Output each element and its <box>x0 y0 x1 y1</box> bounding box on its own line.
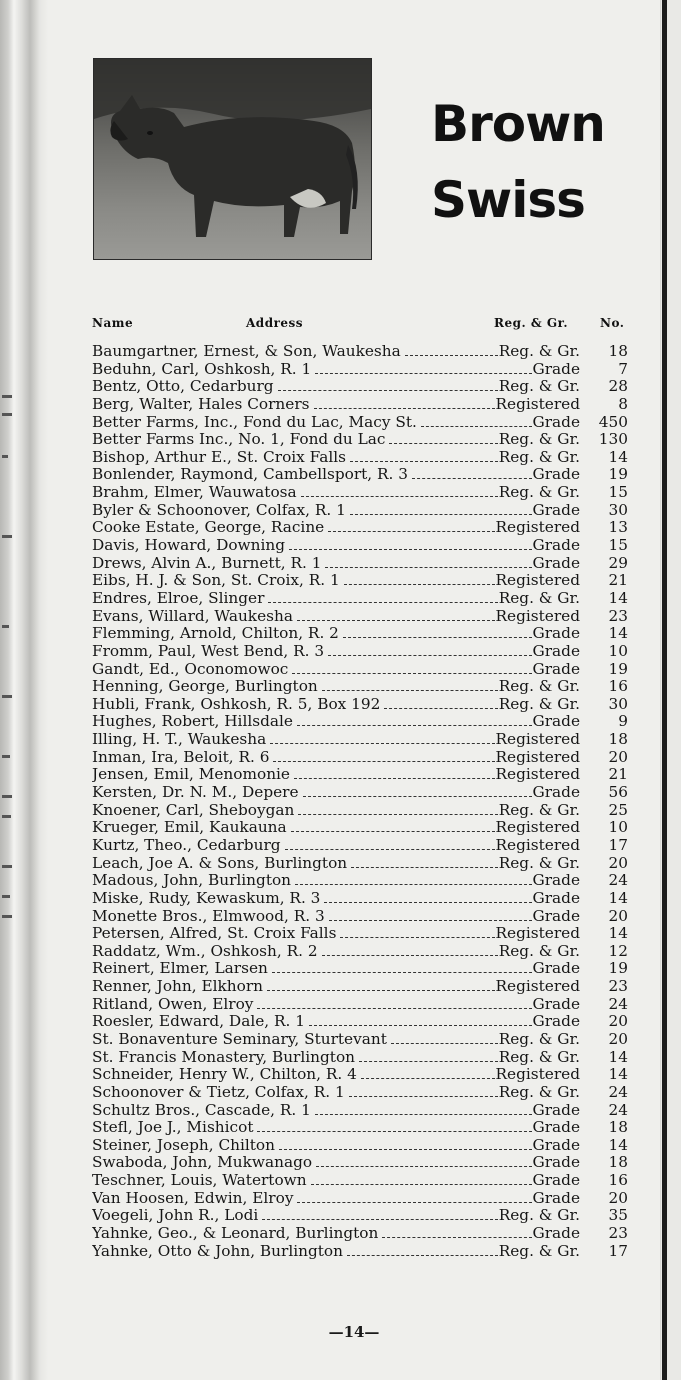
list-item <box>92 855 628 873</box>
list-item <box>92 731 628 749</box>
leader-dots <box>297 725 532 726</box>
leader-dots <box>270 743 494 744</box>
herd-type: Grade <box>532 1101 580 1119</box>
herd-type: Reg. & Gr. <box>498 343 580 360</box>
list-item <box>92 431 628 449</box>
breeder-name: Roesler, Edward, Dale, R. 1 <box>92 1013 305 1031</box>
leader-dots <box>294 778 495 779</box>
list-item <box>92 890 628 908</box>
breeder-name: Inman, Ira, Beloit, R. 6 <box>92 748 270 766</box>
herd-count: 14 <box>608 924 628 943</box>
breeder-name: Byler & Schoonover, Colfax, R. 1 <box>92 501 346 519</box>
leader-dots <box>279 1149 532 1150</box>
leader-dots <box>297 1202 531 1203</box>
herd-type: Grade <box>532 1172 580 1190</box>
breeder-name: Hubli, Frank, Oshkosh, R. 5, Box 192 <box>92 695 381 713</box>
leader-dots <box>315 1114 532 1115</box>
herd-count: 19 <box>608 465 628 484</box>
herd-type: Grade <box>532 360 580 378</box>
herd-count: 23 <box>608 606 628 625</box>
herd-count: 9 <box>618 712 628 731</box>
breeder-name: Steiner, Joseph, Chilton <box>92 1136 275 1154</box>
herd-count: 14 <box>608 1065 628 1084</box>
herd-count: 16 <box>608 1171 628 1190</box>
herd-count: 7 <box>618 359 628 378</box>
herd-type: Reg. & Gr. <box>498 695 580 713</box>
herd-type: Grade <box>532 1225 580 1243</box>
breeder-name: Fromm, Paul, West Bend, R. 3 <box>92 642 325 660</box>
list-item <box>92 678 628 696</box>
leader-dots <box>295 884 531 885</box>
herd-count: 450 <box>598 412 628 431</box>
list-item <box>92 1066 628 1084</box>
breeder-name: Schoonover & Tietz, Colfax, R. 1 <box>92 1083 345 1101</box>
list-item <box>92 608 628 626</box>
leader-dots <box>257 1131 531 1132</box>
herd-type: Grade <box>532 1119 580 1137</box>
list-item <box>92 908 628 926</box>
herd-count: 23 <box>608 1224 628 1243</box>
brown-swiss-cow-icon <box>94 59 371 259</box>
leader-dots <box>316 1166 531 1167</box>
breeder-name: Bishop, Arthur E., St. Croix Falls <box>92 448 346 466</box>
list-item <box>92 1154 628 1172</box>
breeder-name: Drews, Alvin A., Burnett, R. 1 <box>92 554 322 572</box>
herd-count: 8 <box>618 394 628 413</box>
herd-type: Reg. & Gr. <box>498 448 580 466</box>
leader-dots <box>343 637 532 638</box>
herd-type: Grade <box>532 1136 580 1154</box>
herd-type: Grade <box>532 501 580 519</box>
herd-type: Registered <box>495 731 580 749</box>
leader-dots <box>344 584 495 585</box>
breeder-name: Better Farms, Inc., Fond du Lac, Macy St. <box>92 413 417 431</box>
herd-count: 14 <box>608 447 628 466</box>
herd-type: Grade <box>532 537 580 555</box>
herd-count: 24 <box>608 994 628 1013</box>
herd-count: 23 <box>608 977 628 996</box>
breeder-name: Krueger, Emil, Kaukauna <box>92 819 287 837</box>
breeder-name: Jensen, Emil, Menomonie <box>92 766 290 784</box>
column-header-type: Reg. & Gr. <box>494 316 569 330</box>
herd-count: 17 <box>608 1241 628 1260</box>
herd-type: Reg. & Gr. <box>498 678 580 696</box>
breeder-name: Flemming, Arnold, Chilton, R. 2 <box>92 625 339 643</box>
breeder-name: Renner, John, Elkhorn <box>92 978 264 996</box>
herd-type: Reg. & Gr. <box>498 431 580 449</box>
list-item <box>92 1031 628 1049</box>
herd-count: 56 <box>608 783 628 802</box>
herd-type: Grade <box>532 625 580 643</box>
leader-dots <box>285 849 495 850</box>
leader-dots <box>382 1237 531 1238</box>
herd-count: 20 <box>608 906 628 925</box>
herd-count: 18 <box>608 1153 628 1172</box>
herd-type: Registered <box>495 607 580 625</box>
herd-type: Reg. & Gr. <box>498 1207 580 1225</box>
list-item <box>92 749 628 767</box>
leader-dots <box>421 426 532 427</box>
herd-type: Grade <box>532 907 580 925</box>
breeder-name: Kersten, Dr. N. M., Depere <box>92 784 299 802</box>
column-header-no: No. <box>600 316 625 330</box>
herd-count: 130 <box>598 430 628 449</box>
list-item <box>92 713 628 731</box>
list-item <box>92 1243 628 1261</box>
herd-type: Registered <box>495 748 580 766</box>
herd-count: 18 <box>608 1118 628 1137</box>
herd-count: 29 <box>608 553 628 572</box>
leader-dots <box>340 937 494 938</box>
leader-dots <box>389 443 497 444</box>
breeder-name: Cooke Estate, George, Racine <box>92 519 325 537</box>
herd-count: 20 <box>608 853 628 872</box>
leader-dots <box>301 496 498 497</box>
herd-type: Grade <box>532 960 580 978</box>
herd-type: Registered <box>495 572 580 590</box>
herd-type: Reg. & Gr. <box>498 801 580 819</box>
list-item <box>92 396 628 414</box>
herd-count: 20 <box>608 1188 628 1207</box>
list-item <box>92 572 628 590</box>
breeder-name: Ritland, Owen, Elroy <box>92 995 254 1013</box>
breeder-name: Davis, Howard, Downing <box>92 537 286 555</box>
list-item <box>92 519 628 537</box>
herd-type: Registered <box>495 978 580 996</box>
list-item <box>92 1049 628 1067</box>
leader-dots <box>272 972 532 973</box>
breeder-name: Teschner, Louis, Watertown <box>92 1172 307 1190</box>
list-item <box>92 661 628 679</box>
leader-dots <box>289 549 531 550</box>
list-item <box>92 643 628 661</box>
breeder-name: Bonlender, Raymond, Cambellsport, R. 3 <box>92 466 408 484</box>
herd-count: 28 <box>608 377 628 396</box>
list-item <box>92 696 628 714</box>
leader-dots <box>350 514 532 515</box>
herd-type: Grade <box>532 1154 580 1172</box>
list-item <box>92 361 628 379</box>
leader-dots <box>391 1043 498 1044</box>
leader-dots <box>314 408 495 409</box>
herd-type: Grade <box>532 995 580 1013</box>
herd-count: 15 <box>608 536 628 555</box>
herd-type: Reg. & Gr. <box>498 1030 580 1048</box>
list-item <box>92 978 628 996</box>
list-item <box>92 943 628 961</box>
breeder-name: Madous, John, Burlington <box>92 872 292 890</box>
herd-type: Reg. & Gr. <box>498 1048 580 1066</box>
list-item <box>92 819 628 837</box>
breeder-name: Brahm, Elmer, Wauwatosa <box>92 484 297 502</box>
herd-type: Grade <box>532 466 580 484</box>
herd-type: Registered <box>495 925 580 943</box>
leader-dots <box>328 655 531 656</box>
breeder-name: St. Francis Monastery, Burlington <box>92 1048 356 1066</box>
leader-dots <box>278 390 498 391</box>
herd-type: Reg. & Gr. <box>498 942 580 960</box>
leader-dots <box>329 920 532 921</box>
list-item <box>92 414 628 432</box>
list-item <box>92 1013 628 1031</box>
herd-count: 19 <box>608 959 628 978</box>
herd-type: Grade <box>532 554 580 572</box>
leader-dots <box>262 1219 497 1220</box>
herd-type: Reg. & Gr. <box>498 378 580 396</box>
herd-type: Registered <box>495 836 580 854</box>
leader-dots <box>309 1025 532 1026</box>
list-item <box>92 1084 628 1102</box>
breeder-name: Miske, Rudy, Kewaskum, R. 3 <box>92 889 321 907</box>
breed-title-line2: Swiss <box>431 171 585 229</box>
breeder-name: Illing, H. T., Waukesha <box>92 731 267 749</box>
list-item <box>92 1225 628 1243</box>
list-item <box>92 960 628 978</box>
herd-type: Reg. & Gr. <box>498 484 580 502</box>
herd-type: Reg. & Gr. <box>498 854 580 872</box>
leader-dots <box>412 478 532 479</box>
breeder-name: Petersen, Alfred, St. Croix Falls <box>92 925 337 943</box>
breeder-name: Swaboda, John, Mukwanago <box>92 1154 313 1172</box>
leader-dots <box>291 831 495 832</box>
list-item <box>92 466 628 484</box>
list-item <box>92 1207 628 1225</box>
leader-dots <box>325 567 531 568</box>
list-item <box>92 872 628 890</box>
breeder-name: Schultz Bros., Cascade, R. 1 <box>92 1101 311 1119</box>
herd-type: Grade <box>532 889 580 907</box>
breeder-name: St. Bonaventure Seminary, Sturtevant <box>92 1030 387 1048</box>
spine-marks <box>2 395 16 925</box>
list-item <box>92 1119 628 1137</box>
leader-dots <box>298 814 497 815</box>
herd-type: Reg. & Gr. <box>498 1083 580 1101</box>
list-item <box>92 784 628 802</box>
herd-count: 14 <box>608 888 628 907</box>
list-item <box>92 1190 628 1208</box>
herd-count: 24 <box>608 1100 628 1119</box>
list-item <box>92 555 628 573</box>
list-item <box>92 537 628 555</box>
leader-dots <box>350 461 498 462</box>
leader-dots <box>292 673 531 674</box>
list-item <box>92 378 628 396</box>
herd-count: 30 <box>608 500 628 519</box>
breeder-name: Bentz, Otto, Cedarburg <box>92 378 274 396</box>
herd-count: 14 <box>608 588 628 607</box>
breeder-name: Leach, Joe A. & Sons, Burlington <box>92 854 348 872</box>
herd-count: 24 <box>608 1082 628 1101</box>
leader-dots <box>322 690 498 691</box>
cow-photo <box>93 58 372 260</box>
list-item <box>92 996 628 1014</box>
herd-count: 13 <box>608 518 628 537</box>
breeder-name: Baumgartner, Ernest, & Son, Waukesha <box>92 343 401 360</box>
herd-type: Grade <box>532 713 580 731</box>
breeder-name: Voegeli, John R., Lodi <box>92 1207 259 1225</box>
breeder-name: Endres, Elroe, Slinger <box>92 589 265 607</box>
breeder-name: Evans, Willard, Waukesha <box>92 607 293 625</box>
leader-dots <box>257 1008 531 1009</box>
herd-count: 18 <box>608 342 628 360</box>
list-item <box>92 502 628 520</box>
breeder-name: Schneider, Henry W., Chilton, R. 4 <box>92 1066 357 1084</box>
herd-type: Grade <box>532 413 580 431</box>
breeder-name: Monette Bros., Elmwood, R. 3 <box>92 907 325 925</box>
herd-count: 14 <box>608 624 628 643</box>
leader-dots <box>297 620 495 621</box>
herd-count: 21 <box>608 571 628 590</box>
breeder-name: Gandt, Ed., Oconomowoc <box>92 660 289 678</box>
leader-dots <box>361 1078 495 1079</box>
breeder-name: Henning, George, Burlington <box>92 678 318 696</box>
herd-count: 14 <box>608 1135 628 1154</box>
book-spine-left <box>0 0 48 1380</box>
breeder-name: Beduhn, Carl, Oshkosh, R. 1 <box>92 360 312 378</box>
leader-dots <box>273 761 494 762</box>
herd-type: Grade <box>532 1013 580 1031</box>
herd-type: Grade <box>532 872 580 890</box>
herd-count: 18 <box>608 730 628 749</box>
herd-type: Reg. & Gr. <box>498 589 580 607</box>
leader-dots <box>311 1184 532 1185</box>
list-item <box>92 802 628 820</box>
leader-dots <box>347 1255 498 1256</box>
breeder-name: Raddatz, Wm., Oshkosh, R. 2 <box>92 942 318 960</box>
breeder-name: Hughes, Robert, Hillsdale <box>92 713 293 731</box>
herd-type: Registered <box>495 766 580 784</box>
column-header-address: Address <box>246 316 304 330</box>
breeder-name: Van Hoosen, Edwin, Elroy <box>92 1189 294 1207</box>
herd-count: 10 <box>608 818 628 837</box>
list-item <box>92 1137 628 1155</box>
list-item <box>92 766 628 784</box>
column-header-name: Name <box>92 316 134 330</box>
list-item <box>92 837 628 855</box>
leader-dots <box>322 955 498 956</box>
list-item <box>92 925 628 943</box>
herd-type: Grade <box>532 660 580 678</box>
herd-type: Registered <box>495 395 580 413</box>
herd-type: Grade <box>532 642 580 660</box>
list-item <box>92 449 628 467</box>
breed-title-line1: Brown <box>431 95 605 153</box>
leader-dots <box>359 1061 498 1062</box>
herd-type: Registered <box>495 1066 580 1084</box>
herd-type: Grade <box>532 784 580 802</box>
herd-count: 35 <box>608 1206 628 1225</box>
herd-count: 20 <box>608 1012 628 1031</box>
herd-count: 14 <box>608 1047 628 1066</box>
breed-title <box>431 86 605 238</box>
leader-dots <box>351 867 498 868</box>
herd-count: 21 <box>608 765 628 784</box>
book-edge-line <box>662 0 667 1380</box>
herd-count: 17 <box>608 835 628 854</box>
herd-count: 20 <box>608 1029 628 1048</box>
leader-dots <box>324 902 531 903</box>
leader-dots <box>268 602 497 603</box>
herd-count: 16 <box>608 677 628 696</box>
page-number: —14— <box>328 1323 380 1341</box>
herd-count: 25 <box>608 800 628 819</box>
herd-type: Grade <box>532 1189 580 1207</box>
leader-dots <box>405 355 498 356</box>
list-item <box>92 484 628 502</box>
herd-count: 10 <box>608 641 628 660</box>
herd-type: Registered <box>495 819 580 837</box>
leader-dots <box>267 990 495 991</box>
breeder-name: Yahnke, Otto & John, Burlington <box>92 1242 343 1260</box>
list-item <box>92 343 628 361</box>
list-item <box>92 1172 628 1190</box>
herd-type: Reg. & Gr. <box>498 1242 580 1260</box>
herd-count: 24 <box>608 871 628 890</box>
breeder-name: Better Farms Inc., No. 1, Fond du Lac <box>92 431 386 449</box>
breeder-name: Knoener, Carl, Sheboygan <box>92 801 295 819</box>
herd-count: 19 <box>608 659 628 678</box>
breeder-name: Berg, Walter, Hales Corners <box>92 395 310 413</box>
leader-dots <box>315 373 531 374</box>
leader-dots <box>349 1096 498 1097</box>
herd-count: 20 <box>608 747 628 766</box>
breeder-name: Reinert, Elmer, Larsen <box>92 960 268 978</box>
list-item <box>92 1102 628 1120</box>
catalog-page <box>48 0 660 1380</box>
leader-dots <box>328 531 494 532</box>
herd-type: Registered <box>495 519 580 537</box>
herd-count: 15 <box>608 483 628 502</box>
herd-count: 30 <box>608 694 628 713</box>
leader-dots <box>384 708 497 709</box>
list-item <box>92 625 628 643</box>
leader-dots <box>303 796 532 797</box>
breeder-list <box>92 343 628 1260</box>
list-item <box>92 590 628 608</box>
herd-count: 12 <box>608 941 628 960</box>
breeder-name: Yahnke, Geo., & Leonard, Burlington <box>92 1225 379 1243</box>
breeder-name: Eibs, H. J. & Son, St. Croix, R. 1 <box>92 572 340 590</box>
breeder-name: Kurtz, Theo., Cedarburg <box>92 836 281 854</box>
breeder-name: Stefl, Joe J., Mishicot <box>92 1119 254 1137</box>
